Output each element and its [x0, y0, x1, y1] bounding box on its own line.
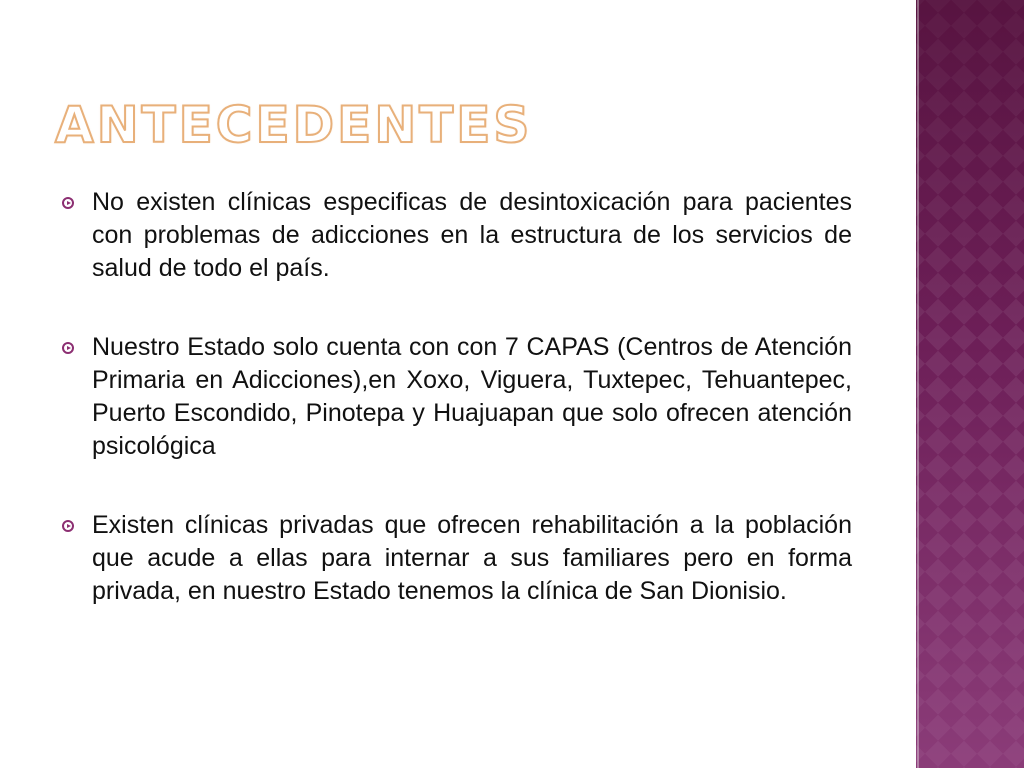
circle-arrow-bullet-icon: [62, 520, 74, 532]
bullet-item: [62, 186, 852, 285]
side-band-divider-inner: [917, 0, 919, 768]
side-band-divider: [912, 0, 916, 768]
decorative-side-band: [912, 0, 1024, 768]
circle-arrow-bullet-icon: [62, 197, 74, 209]
bullet-item: [62, 331, 852, 463]
bullet-text: Existen clínicas privadas que ofrecen rehabilitación a la población que acude a ellas para internar a sus familiares pero en forma privada, en nuestro Estado tenemos la clínica de San Dionisio.: [92, 511, 852, 605]
bullet-list: [62, 186, 852, 654]
circle-arrow-bullet-icon: [62, 342, 74, 354]
bullet-text: No existen clínicas especificas de desintoxicación para pacientes con problemas de adicciones en la estructura de los servicios de salud de todo el país.: [92, 188, 852, 282]
slide-title: ANTECEDENTES: [55, 96, 533, 154]
bullet-text: Nuestro Estado solo cuenta con con 7 CAPAS (Centros de Atención Primaria en Adicciones),en Xoxo, Viguera, Tuxtepec, Tehuantepec, Puerto Escondido, Pinotepa y Huajuapan que solo ofrecen atención psicológica: [92, 333, 852, 460]
bullet-item: [62, 509, 852, 608]
